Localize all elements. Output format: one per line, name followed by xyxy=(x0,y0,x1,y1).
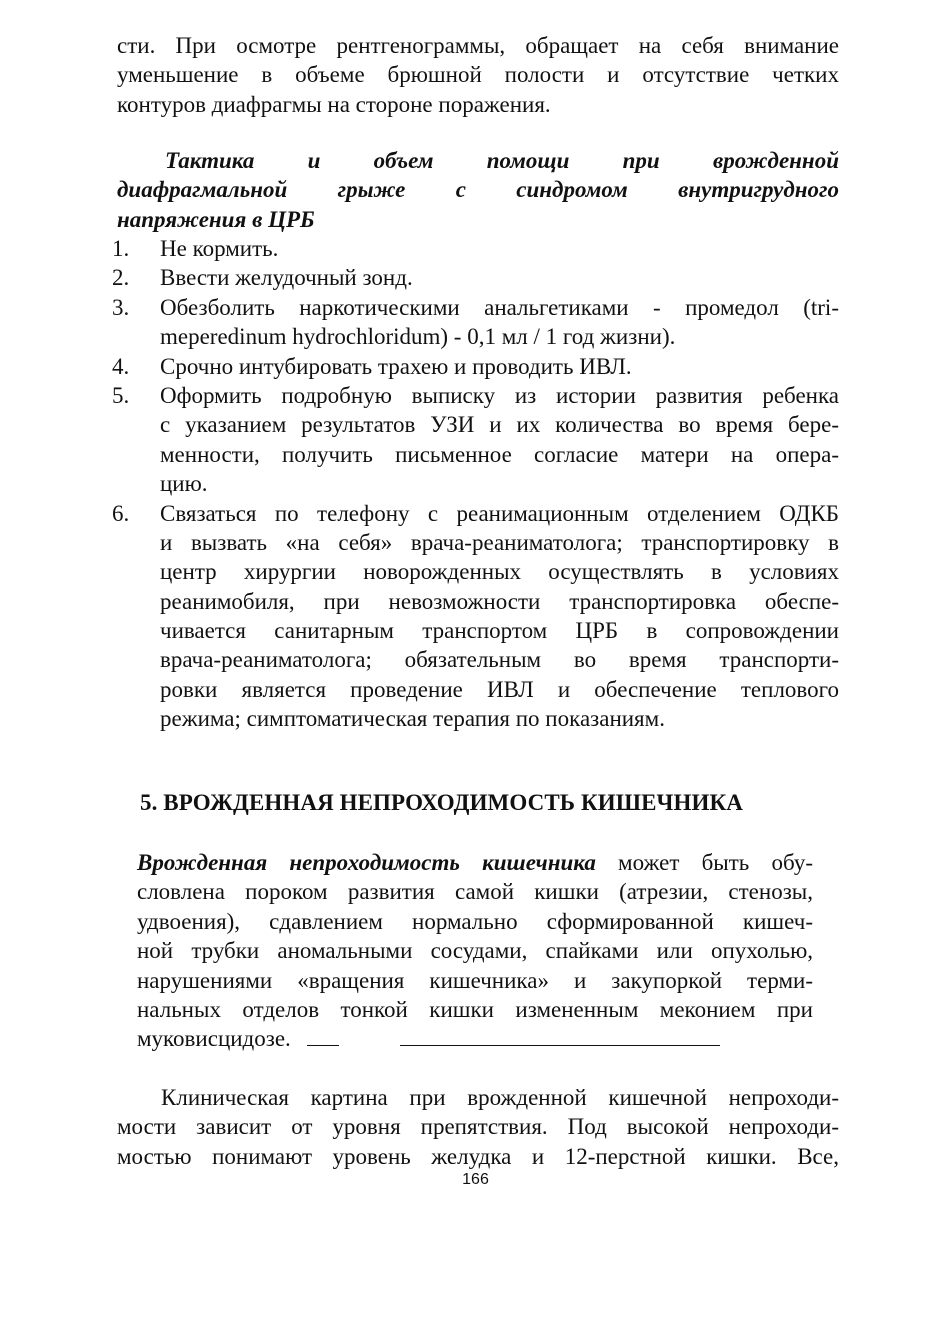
text-line: словлена пороком развития самой кишки (атрезии, стенозы, xyxy=(137,879,813,905)
list-item-text: центр хирургии новорожденных осуществлять в условиях xyxy=(160,559,839,585)
list-item-text: с указанием результатов УЗИ и их количества во время бере- xyxy=(160,412,839,438)
list-item-text: Связаться по телефону с реанимационным отделением ОДКБ xyxy=(160,500,839,526)
list-item-text: Обезболить наркотическими анальгетиками - промедол (tri- xyxy=(160,294,839,320)
section-title: 5. ВРОЖДЕННАЯ НЕПРОХОДИМОСТЬ КИШЕЧНИКА xyxy=(140,790,743,815)
text-line: нальных отделов тонкой кишки измененным меконием при xyxy=(137,996,813,1022)
tactics-heading xyxy=(117,146,839,234)
text-line xyxy=(137,848,813,877)
list-item-number: 3. xyxy=(112,294,130,320)
definition-first-line-rest: может быть обу- xyxy=(595,850,814,875)
list-item-number: 5. xyxy=(112,382,130,408)
list-item xyxy=(112,293,839,352)
list-item-text: meperedinum hydrochloridum) - 0,1 мл / 1 год жизни). xyxy=(160,324,676,350)
list-item xyxy=(112,381,839,499)
text-line: уменьшение в объеме брюшной полости и отсутствие четких xyxy=(117,62,839,88)
list-item-number: 2. xyxy=(112,265,130,291)
heading-line: напряжения в ЦРБ xyxy=(117,206,315,232)
list-item-text: менности, получить письменное согласие матери на опера- xyxy=(160,441,839,467)
text-line-last xyxy=(137,1024,813,1053)
definition-last-line: муковисцидозе. xyxy=(137,1026,291,1052)
text-line: удвоения), сдавлением нормально сформированной кишеч- xyxy=(137,908,813,934)
list-item-text: врача-реаниматолога; обязательным во время транспорти- xyxy=(160,647,839,673)
list-item-text: режима; симптоматическая терапия по показаниям. xyxy=(160,706,665,732)
list-item-number: 6. xyxy=(112,500,130,526)
page-number: 166 xyxy=(462,1171,489,1188)
definition-paragraph xyxy=(137,848,813,1054)
text-line: мостью понимают уровень желудка и 12-перстной кишки. Все, xyxy=(117,1143,839,1169)
intro-paragraph xyxy=(117,31,839,119)
list-item-text: Не кормить. xyxy=(160,236,279,261)
list-item-number: 1. xyxy=(112,236,130,261)
list-item-text: Оформить подробную выписку из истории развития ребенка xyxy=(160,382,839,408)
text-line: мости зависит от уровня препятствия. Под высокой непроходи- xyxy=(117,1114,839,1140)
list-item-text: Ввести желудочный зонд. xyxy=(160,265,413,291)
list-item-text: чивается санитарным транспортом ЦРБ в сопровождении xyxy=(160,618,839,644)
text-line: нарушениями «вращения кишечника» и закупоркой терми- xyxy=(137,967,813,993)
text-line: ной трубки аномальными сосудами, спайками или опухолью, xyxy=(137,938,813,964)
text-line: контуров диафрагмы на стороне поражения. xyxy=(117,91,551,117)
list-item-text: Срочно интубировать трахею и проводить ИВЛ. xyxy=(160,353,632,379)
list-item xyxy=(112,352,839,381)
heading-line: диафрагмальной грыже с синдромом внутригрудного xyxy=(117,177,839,203)
definition-term: Врожденная непроходимость кишечника xyxy=(137,850,596,875)
text-line: сти. При осмотре рентгенограммы, обращает на себя внимание xyxy=(117,33,839,58)
list-item xyxy=(112,234,839,263)
clinical-paragraph xyxy=(117,1083,839,1171)
list-item xyxy=(112,263,839,292)
blank-underline-long xyxy=(400,1027,720,1046)
blank-underline-short xyxy=(307,1027,339,1046)
list-item-text: цию. xyxy=(160,471,208,497)
heading-line: Тактика и объем помощи при врожденной xyxy=(165,148,839,173)
text-line: Клиническая картина при врожденной кишечной непроходи- xyxy=(161,1085,839,1110)
list-item-text: реанимобиля, при невозможности транспортировка обеспе- xyxy=(160,588,839,614)
list-item-text: и вызвать «на себя» врача-реаниматолога; транспортировку в xyxy=(160,529,839,555)
list-item-text: ровки является проведение ИВЛ и обеспечение теплового xyxy=(160,676,839,702)
list-item xyxy=(112,499,839,734)
list-item-number: 4. xyxy=(112,353,130,379)
tactics-list xyxy=(112,234,839,734)
